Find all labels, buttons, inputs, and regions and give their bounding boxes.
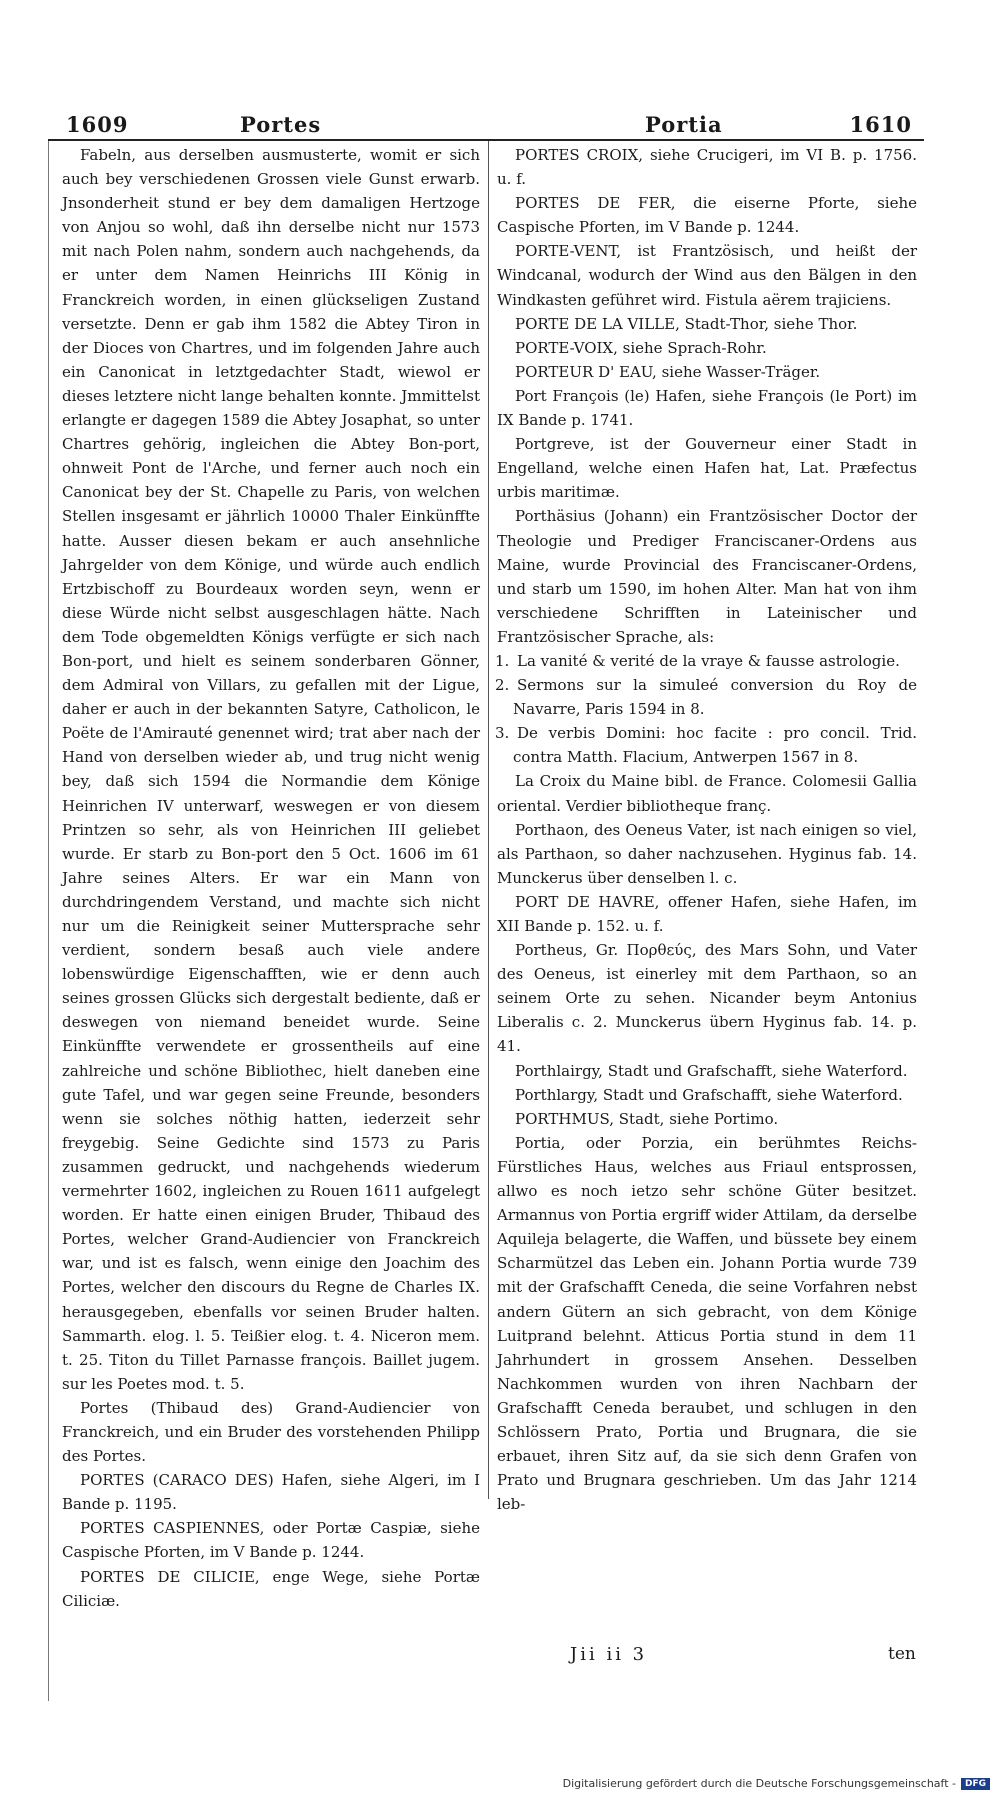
entry: Porthaon, des Oeneus Vater, ist nach einigen so viel, als Parthaon, so daher nachzusehen. Hyginus fab. 14. Munckerus über denselben l. c. xyxy=(497,820,917,887)
list-item xyxy=(497,721,917,769)
paragraph: PORTES DE CILICIE, enge Wege, siehe Portæ Ciliciæ. xyxy=(62,1567,480,1610)
entry: Portheus, Gr. Πορθεύς, des Mars Sohn, und Vater des Oeneus, ist einerley mit dem Parthaon, so an seinem Orte zu sehen. Nicander beym Antonius Liberalis c. 2. Munckerus übern Hyginus fab. 14. p. 41. xyxy=(497,941,917,1056)
entry: Porthäsius (Johann) ein Frantzösischer Doctor der Theologie und Prediger Franciscaner-Ordens aus Maine, wurde Provincial des Franciscaner-Ordens, und starb um 1590, im hohen Alter. Man hat von ihm verschiedene Schrifften in Lateinischer und Frantzösischer Sprache, als: xyxy=(497,507,917,646)
running-title-left: Portes xyxy=(240,112,322,137)
entry: PORTES CROIX, siehe Crucigeri, im VI B. p. 1756. u. f. xyxy=(497,146,917,189)
entry: PORTE DE LA VILLE, Stadt-Thor, siehe Thor. xyxy=(515,314,858,333)
page-edge-rule xyxy=(48,141,49,1701)
paragraph: PORTES (CARACO DES) Hafen, siehe Algeri, im I Bande p. 1195. xyxy=(62,1471,480,1514)
entry: PORTE-VENT, ist Frantzösisch, und heißt der Windcanal, wodurch der Wind aus den Bälgen in den Windkasten geführet wird. Fistula aërem trajiciens. xyxy=(497,242,917,309)
list-item xyxy=(497,673,917,721)
entry: PORT DE HAVRE, offener Hafen, siehe Hafen, im XII Bande p. 152. u. f. xyxy=(497,892,917,935)
list-number: 2. xyxy=(495,676,510,695)
entry: Portia, oder Porzia, ein berühmtes Reichs-Fürstliches Haus, welches aus Friaul entsprossen, allwo es noch ietzo sehr schöne Güter besitzet. Armannus von Portia ergriff wider Attilam, da derselbe Aquileja belagerte, die Waffen, und büssete bey einem Scharmützel das Leben ein. Johann Portia wurde 739 mit der Grafschafft Ceneda, die seine Vorfahren nebst andern Gütern an sich gebracht, von dem Könige Luitprand belehnt. Atticus Portia stund in dem 11 Jahrhundert in grossem Ansehen. Desselben Nachkommen wurden von ihren Nachbarn der Grafschafft Ceneda beraubet, und schlugen in den Schlössern Prato, Portia und Brugnara, die sie erbauet, ihren Sitz auf, da sie sich denn Grafen von Prato und Brugnara geschrieben. Um das Jahr 1214 leb- xyxy=(497,1133,917,1514)
column-divider xyxy=(488,141,489,1499)
digitization-credit xyxy=(563,1777,990,1790)
list-text: La vanité & verité de la vraye & fausse astrologie. xyxy=(517,651,900,670)
list-item xyxy=(497,649,917,673)
list-number: 3. xyxy=(495,724,510,743)
entry: Porthlargy, Stadt und Grafschafft, siehe Waterford. xyxy=(515,1085,903,1104)
page-number-right: 1610 xyxy=(849,112,912,137)
left-column xyxy=(62,143,480,1613)
entry: Porthlairgy, Stadt und Grafschafft, siehe Waterford. xyxy=(515,1061,908,1080)
entry: PORTE-VOIX, siehe Sprach-Rohr. xyxy=(515,338,767,357)
entry: La Croix du Maine bibl. de France. Colomesii Gallia oriental. Verdier bibliotheque franç. xyxy=(497,772,917,815)
right-column xyxy=(497,143,917,1516)
entry: PORTES DE FER, die eiserne Pforte, siehe Caspische Pforten, im V Bande p. 1244. xyxy=(497,194,917,237)
catchword: ten xyxy=(888,1644,916,1664)
paragraph: Fabeln, aus derselben ausmusterte, womit er sich auch bey verschiedenen Grossen viele Gunst erwarb. Jnsonderheit stund er bey dem damaligen Hertzoge von Anjou so wohl, daß ihn derselbe nicht nur 1573 mit nach Polen nahm, sondern auch nachgehends, da er unter dem Namen Heinrichs III König in Franckreich worden, in einen glückseligen Zustand versetzte. Denn er gab ihm 1582 die Abtey Tiron in der Dioces von Chartres, und im folgenden Jahre auch ein Canonicat in letztgedachter Stadt, wiewol er dieses letztere nicht lange behalten konnte. Jmmittelst erlangte er dagegen 1589 die Abtey Josaphat, so unter Chartres gehörig, ingleichen die Abtey Bon-port, ohnweit Pont de l'Arche, und ferner auch noch ein Canonicat bey der St. Chapelle zu Paris, von welchen Stellen insgesamt er jährlich 10000 Thaler Einkünffte hatte. Ausser diesen bekam er auch ansehnliche Jahrgelder von dem Könige, und würde auch endlich Ertzbischoff zu Bourdeaux worden seyn, wenn er diese Würde nicht selbst ausgeschlagen hätte. Nach dem Tode obgemeldten Königs verfügte er sich nach Bon-port, und hielt es seinem sonderbaren Gönner, dem Admiral von Villars, zu gefallen mit der Ligue, daher er auch in der bekannten Satyre, Catholicon, le Poëte de l'Amirauté genennet wird; trat aber nach der Hand von derselben wieder ab, und trug nicht wenig bey, daß sich 1594 die Normandie dem Könige Heinrichen IV unterwarf, weswegen er von diesem Printzen so sehr, als von Heinrichen III geliebet wurde. Er starb zu Bon-port den 5 Oct. 1606 im 61 Jahre seines Alters. Er war ein Mann von durchdringendem Verstand, und machte sich nicht nur um die Reinigkeit seiner Muttersprache sehr verdient, sondern besaß auch viele andere lobenswürdige Eigenschafften, wie er denn auch seines grossen Glücks sich dergestalt bediente, daß er deswegen von niemand beneidet wurde. Seine Einkünffte verwendete er grossentheils auf eine zahlreiche und schöne Bibliothec, hielt daneben eine gute Tafel, und war gegen seine Freunde, besonders wenn sie solches nöthig hatten, iederzeit sehr freygebig. Seine Gedichte sind 1573 zu Paris zusammen gedruckt, und nachgehends wiederum vermehrter 1602, ingleichen zu Rouen 1611 aufgelegt worden. Er hatte einen einigen Bruder, Thibaud des Portes, welcher Grand-Audiencier von Franckreich war, und ist es falsch, wenn einige den Joachim des Portes, welcher den discours du Regne de Charles IX. herausgegeben, ebenfalls vor seinen Bruder halten. Sammarth. elog. l. 5. Teißier elog. t. 4. Niceron mem. t. 25. Titon du Tillet Parnasse françois. Baillet jugem. sur les Poetes mod. t. 5. xyxy=(62,146,480,1393)
entry: PORTEUR D' EAU, siehe Wasser-Träger. xyxy=(515,362,821,381)
list-number: 1. xyxy=(495,651,510,670)
entry: Portgreve, ist der Gouverneur einer Stadt in Engelland, welche einen Hafen hat, Lat. Præfectus urbis maritimæ. xyxy=(497,435,917,502)
page-number-left: 1609 xyxy=(66,112,129,137)
entry: Port François (le) Hafen, siehe François (le Port) im IX Bande p. 1741. xyxy=(497,386,917,430)
header-rule xyxy=(48,139,924,141)
running-title-right: Portia xyxy=(645,112,723,137)
digitization-note: Digitalisierung gefördert durch die Deutsche Forschungsgemeinschaft - xyxy=(562,1777,956,1790)
entry: PORTHMUS, Stadt, siehe Portimo. xyxy=(515,1109,779,1128)
dfg-logo: DFG xyxy=(961,1778,990,1790)
list-text: De verbis Domini: hoc facite : pro concil. Trid. contra Matth. Flacium, Antwerpen 1567 in 8. xyxy=(513,724,917,767)
list-text: Sermons sur la simuleé conversion du Roy de Navarre, Paris 1594 in 8. xyxy=(513,676,917,719)
signature-mark: Jii ii 3 xyxy=(570,1644,648,1665)
paragraph: Portes (Thibaud des) Grand-Audiencier von Franckreich, und ein Bruder des vorstehenden Philipp des Portes. xyxy=(62,1398,480,1466)
paragraph: PORTES CASPIENNES, oder Portæ Caspiæ, siehe Caspische Pforten, im V Bande p. 1244. xyxy=(62,1519,480,1562)
